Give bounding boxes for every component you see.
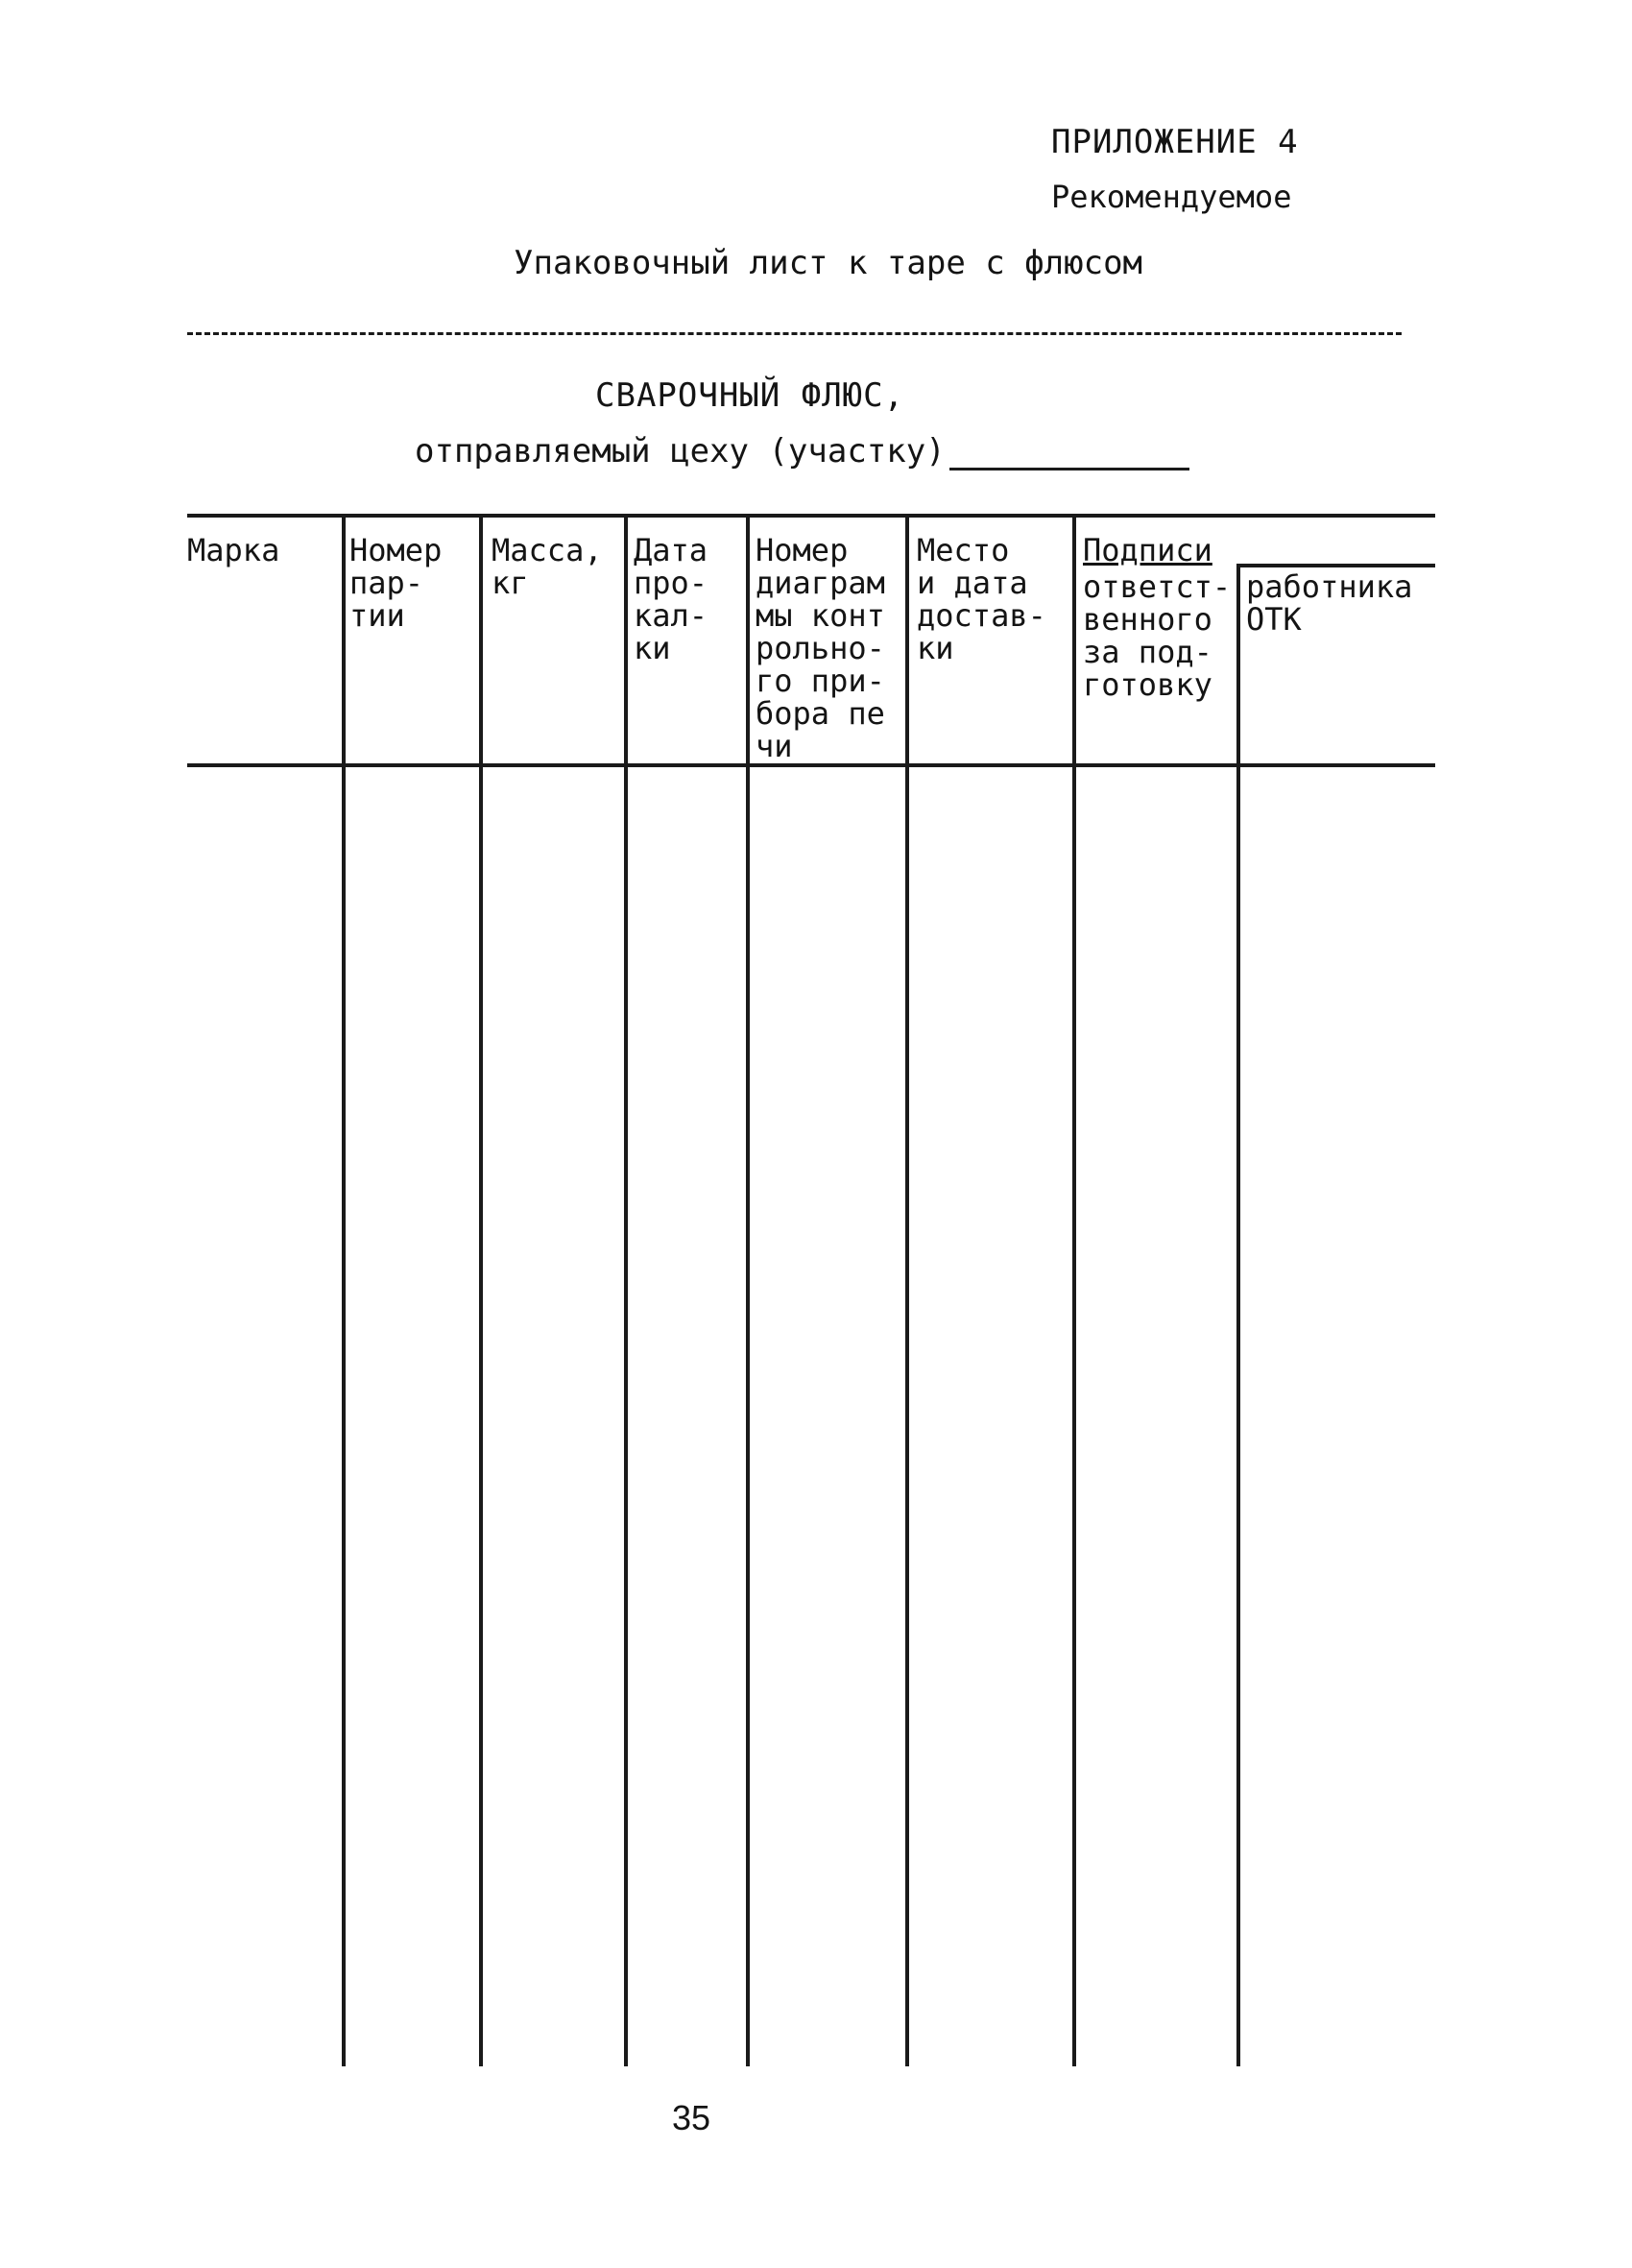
column-divider-6: [1072, 516, 1076, 2066]
column-header-delivery-place-date: Место и дата достав- ки: [917, 532, 1046, 666]
column-header-calcination-date: Дата про- кал- ки: [634, 532, 708, 666]
column-divider-2: [479, 516, 483, 2066]
cut-line: [187, 332, 1402, 335]
document-title: Упаковочный лист к таре с флюсом: [514, 244, 1143, 282]
table-top-border: [187, 514, 1435, 518]
form-subheading-text: отправляемый цеху (участку): [415, 432, 946, 470]
column-header-grade: Марка: [187, 532, 280, 568]
column-header-diagram-number: Номер диаграм мы конт рольно- го при- бора пе чи: [756, 532, 885, 764]
column-header-responsible-signature: ответст- венного за под- готовку: [1083, 568, 1232, 703]
column-divider-7: [1236, 564, 1240, 2066]
signatures-divider: [1240, 564, 1435, 567]
column-divider-3: [624, 516, 628, 2066]
page-number: 35: [672, 2098, 711, 2137]
column-divider-4: [746, 516, 750, 2066]
column-header-mass: Масса, кг: [492, 532, 603, 601]
column-divider-1: [342, 516, 346, 2066]
appendix-label: ПРИЛОЖЕНИЕ 4: [1051, 123, 1299, 161]
column-header-qc-signature: работника ОТК: [1246, 568, 1413, 638]
column-header-signatures: Подписи: [1083, 532, 1212, 568]
header-bottom-border: [187, 763, 1435, 767]
column-header-batch-number: Номер пар- тии: [349, 532, 443, 634]
form-heading: СВАРОЧНЫЙ ФЛЮС,: [595, 376, 905, 415]
column-divider-5: [905, 516, 909, 2066]
workshop-blank-field: [949, 439, 1189, 470]
form-subheading: [415, 432, 1189, 470]
recommendation-status: Рекомендуемое: [1051, 179, 1292, 215]
